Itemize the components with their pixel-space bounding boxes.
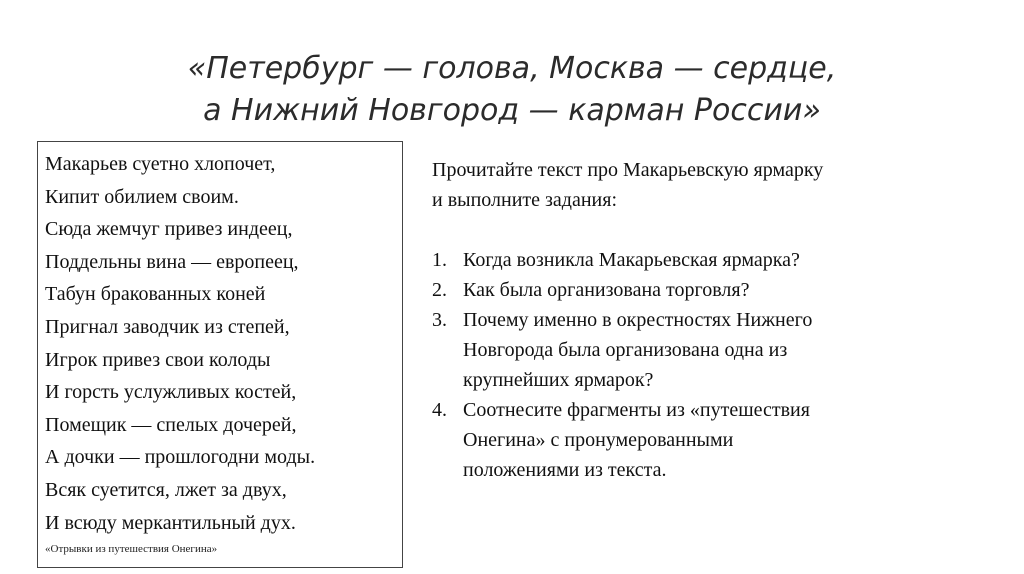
task-text [463, 245, 800, 275]
task-text [463, 305, 812, 395]
poem-line: Пригнал заводчик из степей, [45, 315, 290, 338]
task-text-line: Почему именно в окрестностях Нижнего [463, 309, 813, 331]
task-number: 2. [432, 279, 447, 301]
poem-line: Кипит обилием своим. [45, 185, 239, 208]
task-text [463, 395, 810, 485]
poem-line: Поддельны вина — европеец, [45, 250, 299, 273]
task-text-line: крупнейших ярмарок? [463, 369, 654, 391]
poem-box [37, 141, 403, 568]
task-text-line: Как была организована торговля? [463, 279, 750, 301]
poem-line: А дочки — прошлогодни моды. [45, 446, 316, 469]
task-number: 3. [432, 309, 447, 331]
poem-line: Игрок привез свои колоды [45, 348, 271, 371]
task-list [432, 245, 992, 485]
slide-title-line-2: а Нижний Новгород — карман России» [203, 93, 821, 128]
slide-title [0, 48, 1024, 132]
task-item-3 [432, 305, 992, 395]
task-item-1 [432, 245, 992, 275]
assignment-intro-line: и выполните задания: [432, 189, 618, 211]
poem-line: И горсть услужливых костей, [45, 381, 297, 404]
poem-source: «Отрывки из путешествия Онегина» [45, 543, 218, 556]
assignment-intro-line: Прочитайте текст про Макарьевскую ярмарку [432, 159, 824, 181]
poem-line: Макарьев суетно хлопочет, [45, 153, 276, 175]
task-item-4 [432, 395, 992, 485]
poem-line: Помещик — спелых дочерей, [45, 413, 297, 436]
poem-line: Табун бракованных коней [45, 283, 266, 306]
task-item-2 [432, 275, 992, 305]
task-text-line: положениями из текста. [463, 459, 667, 481]
task-text [463, 275, 749, 305]
assignment-intro [432, 155, 992, 215]
task-text-line: Онегина» с пронумерованными [463, 429, 734, 451]
poem-line: Всяк суетится, лжет за двух, [45, 478, 287, 501]
task-text-line: Когда возникла Макарьевская ярмарка? [463, 249, 800, 271]
slide-title-line-1: «Петербург — голова, Москва — сердце, [187, 51, 837, 86]
poem-line: И всюду меркантильный дух. [45, 511, 296, 534]
task-number: 4. [432, 399, 447, 421]
poem-line: Сюда жемчуг привез индеец, [45, 218, 293, 241]
assignment-panel [432, 155, 992, 485]
task-text-line: Соотнесите фрагменты из «путешествия [463, 399, 810, 421]
task-text-line: Новгорода была организована одна из [463, 339, 788, 361]
task-number: 1. [432, 249, 447, 271]
